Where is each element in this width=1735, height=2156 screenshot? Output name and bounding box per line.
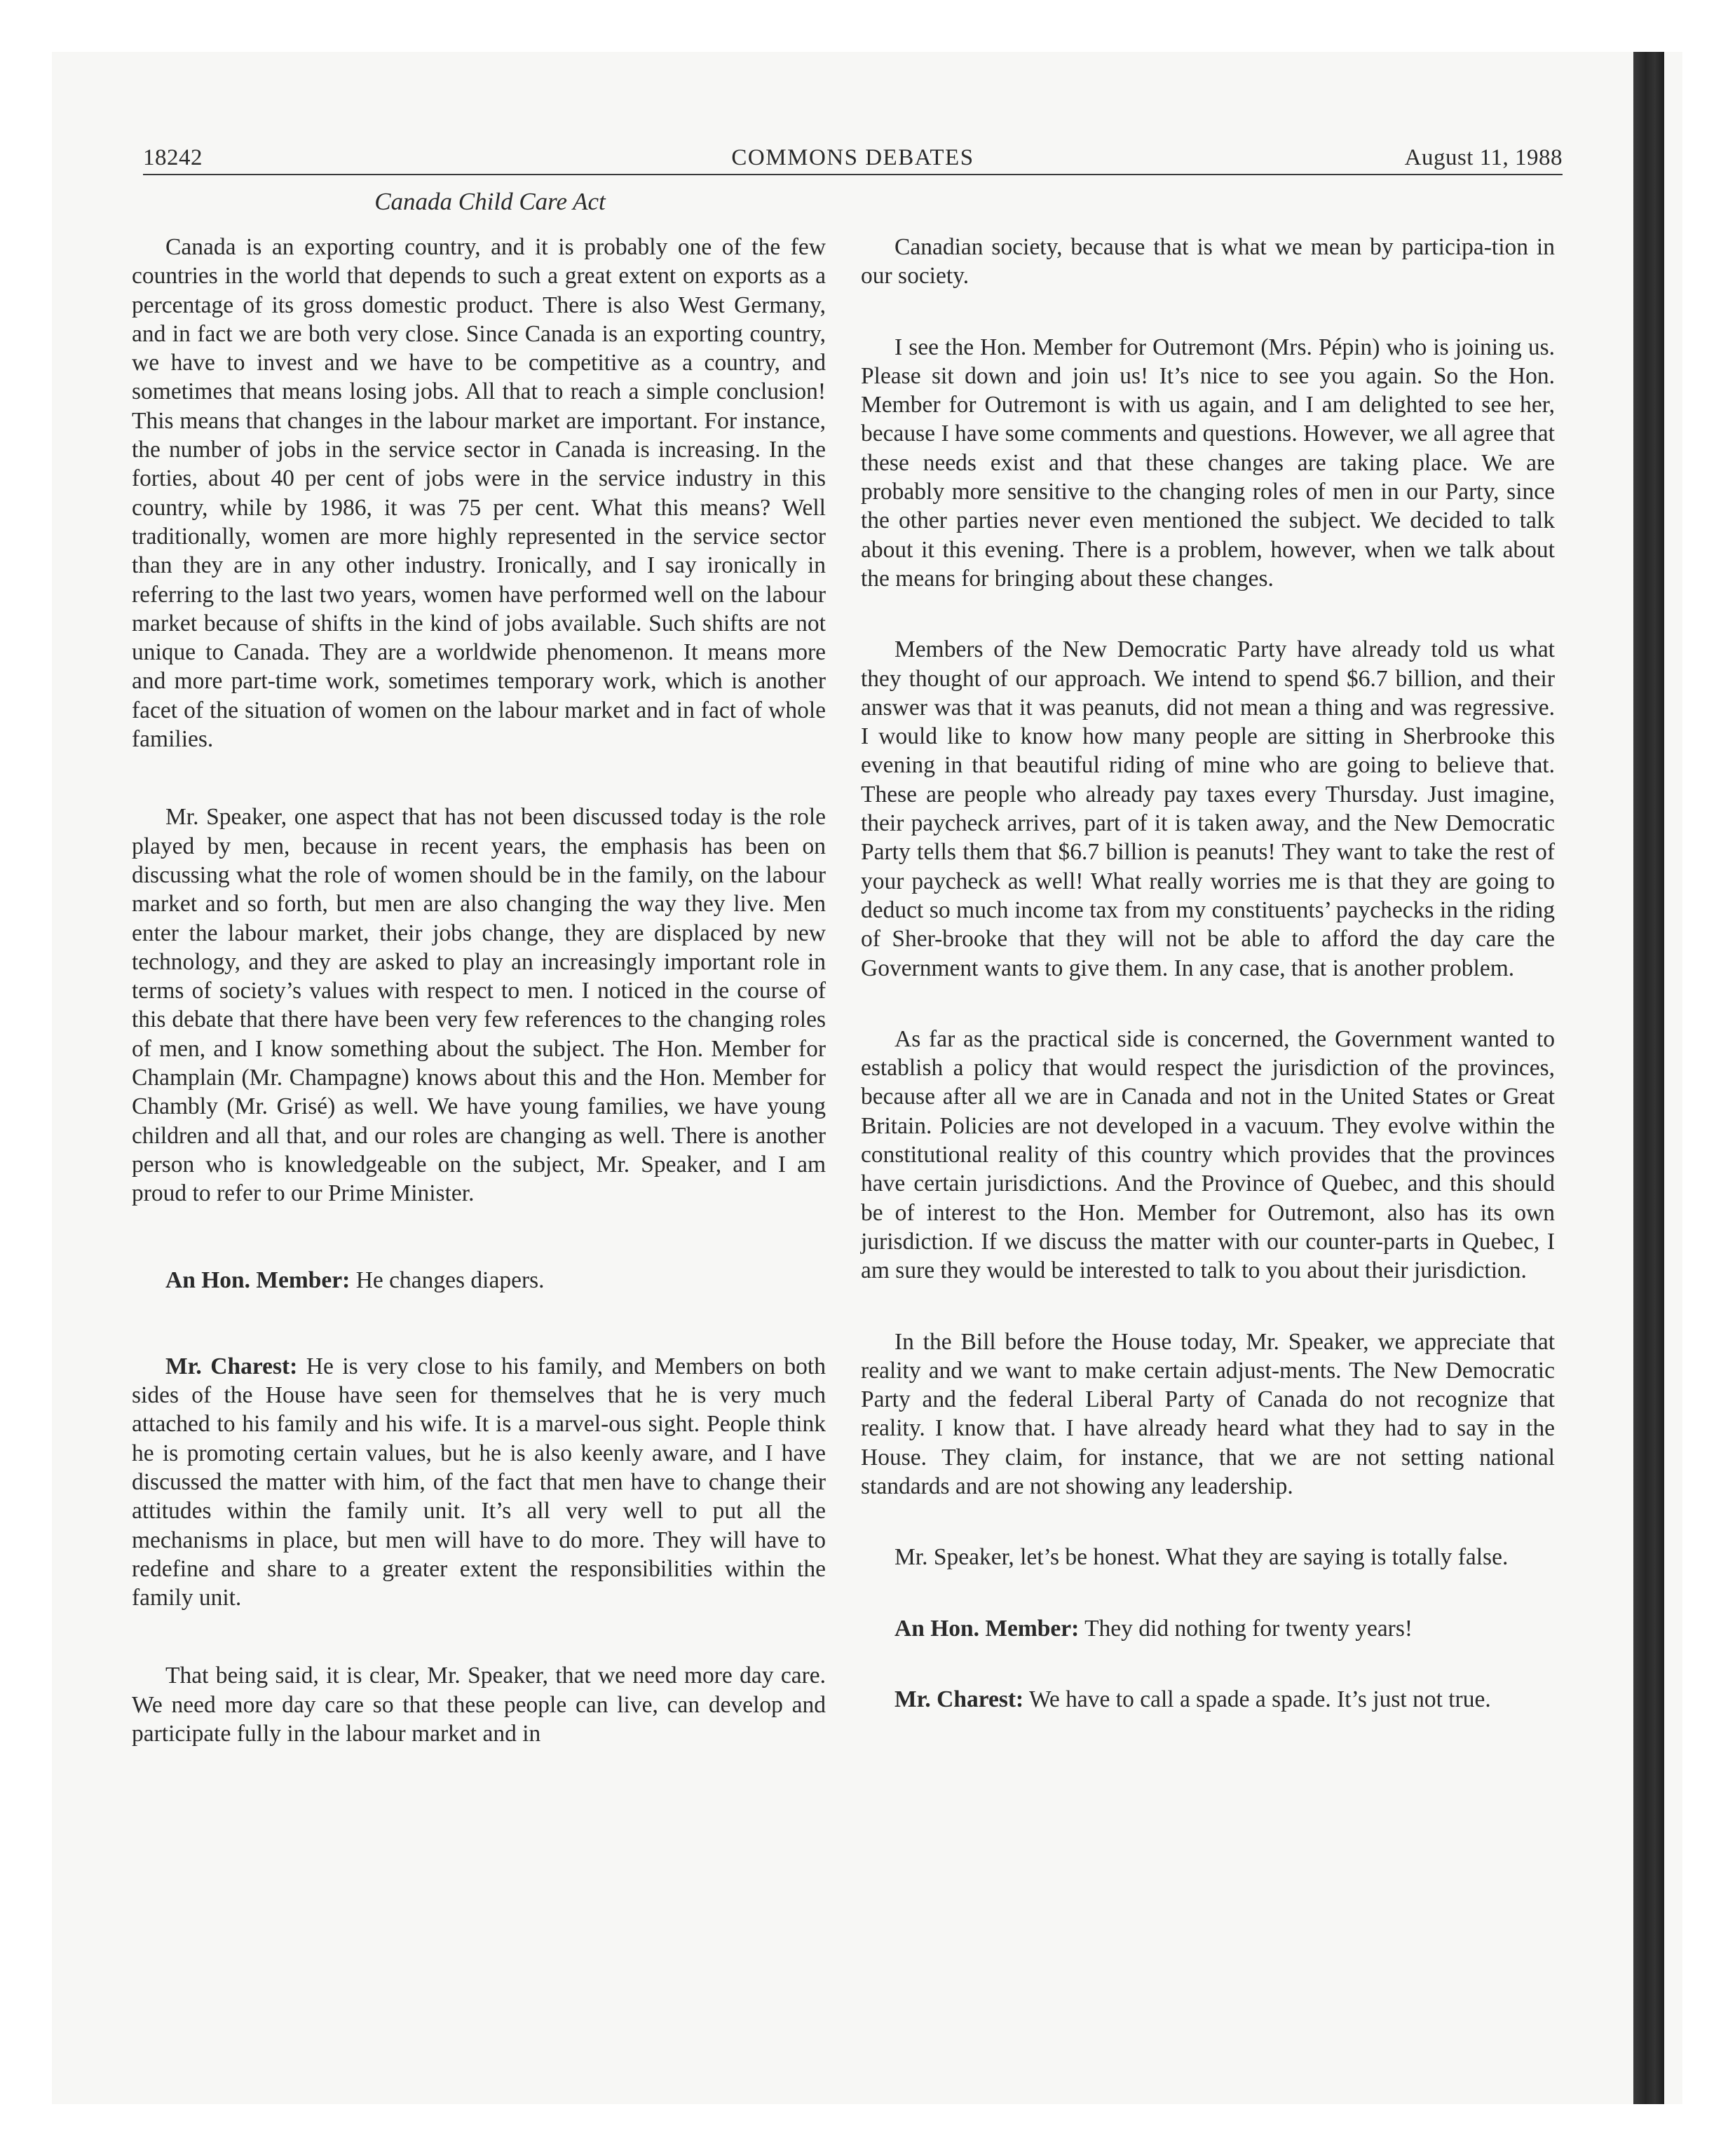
- speaker-name: An Hon. Member:: [894, 1615, 1080, 1642]
- speaker-name: Mr. Charest:: [894, 1686, 1024, 1712]
- right-column: [861, 233, 1555, 1742]
- speech-text: They did nothing for twenty years!: [1079, 1615, 1413, 1642]
- section-title: Canada Child Care Act: [374, 188, 606, 215]
- paragraph: That being said, it is clear, Mr. Speaker, that we need more day care. We need more day care so that these people can live, can develop and participate fully in the labour market and in: [132, 1663, 826, 1747]
- scan-edge-shadow: [1633, 52, 1664, 2104]
- interjection: [861, 1614, 1555, 1643]
- paragraph: Canada is an exporting country, and it is probably one of the few countries in the world that depends to such a great extent on exports as a percentage of its gross domestic product. There is also West Germany, and in fact we are both very close. Since Canada is an exporting country, we have to invest and we have to be competitive as a country, and sometimes that means losing jobs. All that to reach a simple conclusion! This means that changes in the labour market are important. For instance, the number of jobs in the service sector in Canada is increasing. In the forties, about 40 per cent of jobs were in the service industry in this country, while by 1986, it was 75 per cent. What this means? Well traditionally, women are more highly represented in the service sector than they are in any other industry. Ironically, and I say ironically in referring to the last two years, women have performed well on the labour market because of shifts in the kind of jobs available. Such shifts are not unique to Canada. They are a worldwide phenomenon. It means more and more part-time work, sometimes temporary work, which is another facet of the situation of women on the labour market and in fact of whole families.: [132, 234, 826, 753]
- speaker-name: Mr. Charest:: [165, 1353, 298, 1379]
- issue-date: August 11, 1988: [1404, 145, 1563, 170]
- paragraph: In the Bill before the House today, Mr. Speaker, we appreciate that reality and we want to make certain adjust-ments. The New Democratic Party and the federal Liberal Party of Canada do not recognize that reality. I know that. I have already heard what they had to say in the House. They claim, for instance, that we are not setting national standards and are not showing any leadership.: [861, 1328, 1555, 1499]
- speech-text: He changes diapers.: [350, 1267, 545, 1293]
- speaker-name: An Hon. Member:: [165, 1267, 351, 1293]
- speech-text: We have to call a spade a spade. It’s just not true.: [1023, 1686, 1491, 1712]
- paragraph: Mr. Speaker, one aspect that has not been discussed today is the role played by men, because in recent years, the emphasis has been on discussing what the role of women should be in the family, on the labour market and so forth, but men are also changing the way they live. Men enter the labour market, their jobs change, they are displaced by new technology, and they are asked to play an increasingly important role in terms of society’s values with respect to men. I noticed in the course of this debate that there have been very few references to the changing roles of men, and I know something about the subject. The Hon. Member for Champlain (Mr. Champagne) knows about this and the Hon. Member for Chambly (Mr. Grisé) as well. We have young families, we have young children and all that, and our roles are changing as well. There is another person who is knowledgeable on the subject, Mr. Speaker, and I am proud to refer to our Prime Minister.: [132, 804, 826, 1207]
- paragraph: As far as the practical side is concerned, the Government wanted to establish a policy that would respect the jurisdiction of the provinces, because after all we are in Canada and not in the United States or Great Britain. Policies are not developed in a vacuum. They evolve within the constitutional reality of this country which provides that the provinces have certain jurisdictions. And the Province of Quebec, and this should be of interest to the Hon. Member for Outremont, also has its own jurisdiction. If we discuss the matter with our counter-parts in Quebec, I am sure they would be interested to talk to you about their jurisdiction.: [861, 1025, 1555, 1284]
- paragraph: Members of the New Democratic Party have already told us what they thought of our approach. We intend to spend $6.7 billion, and their answer was that it was peanuts, did not mean a thing and was regressive. I would like to know how many people are sitting in Sherbrooke this evening in that beautiful riding of mine who are going to believe that. These are people who already pay taxes every Thursday. Just imagine, their paycheck arrives, part of it is taken away, and the New Democratic Party tells them that $6.7 billion is peanuts! They want to take the rest of your paycheck as well! What really worries me is that they are going to deduct so much income tax from my constituents’ paychecks in the riding of Sher-brooke that they will not be able to afford the day care the Government wants to give them. In any case, that is another problem.: [861, 636, 1555, 981]
- speech: [132, 1352, 826, 1613]
- speech: [861, 1685, 1555, 1714]
- paragraph: Mr. Speaker, let’s be honest. What they are saying is totally false.: [894, 1544, 1509, 1571]
- left-column: [132, 233, 826, 1777]
- speech-text: He is very close to his family, and Members on both sides of the House have seen for themselves that he is very much attached to his family and his wife. It is a marvel-ous sight. People think he is promoting certain values, but he is also keenly aware, and I have discussed the matter with him, of the fact that men have to change their attitudes within the family unit. It’s all very well to put all the mechanisms in place, but men will have to do more. They will have to redefine and share to a greater extent the responsibilities within the family unit.: [132, 1353, 826, 1611]
- running-header: [143, 139, 1563, 175]
- paragraph: Canadian society, because that is what we mean by participa-tion in our society.: [861, 234, 1555, 289]
- paragraph: I see the Hon. Member for Outremont (Mrs. Pépin) who is joining us. Please sit down and join us! It’s nice to see you again. So the Hon. Member for Outremont is with us again, and I am delighted to see her, because I have some comments and questions. However, we all agree that these needs exist and that these changes are taking place. We are probably more sensitive to the changing roles of men in our Party, since the other parties never even mentioned the subject. We decided to talk about it this evening. There is a problem, however, when we talk about the means for bringing about these changes.: [861, 334, 1555, 592]
- publication-title: COMMONS DEBATES: [731, 145, 974, 170]
- page-number: 18242: [143, 145, 203, 170]
- interjection: [132, 1266, 826, 1295]
